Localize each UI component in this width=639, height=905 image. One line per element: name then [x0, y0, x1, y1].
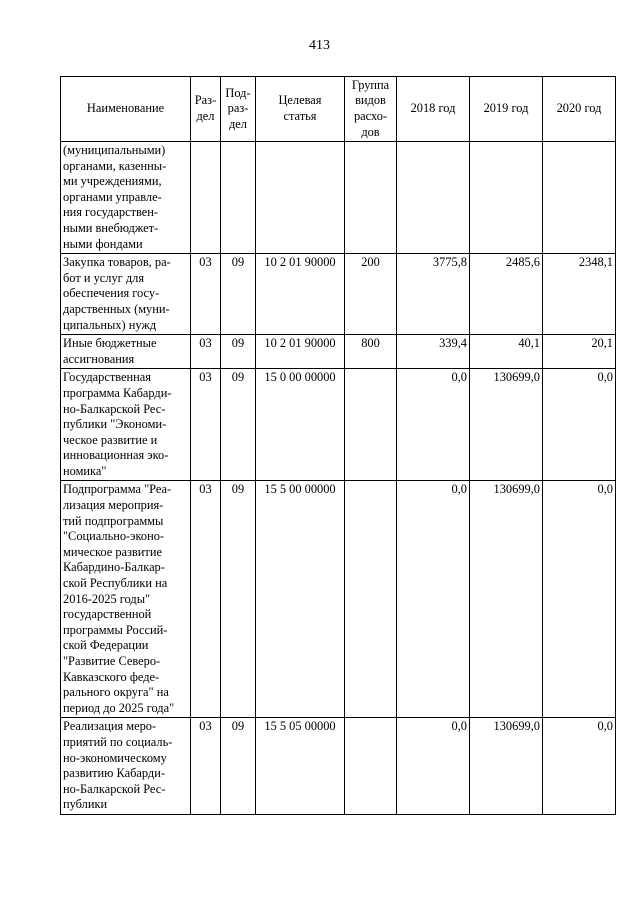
row-name: Подпрограмма "Реа- лизация мероприя- тий подпрограммы "Социально-эконо- мическое развитие Кабардино-Балкар- ской Республики на 2016-2025 годы" государственной программы Россий- ской Федерации "Развитие Северо- Кавказского феде- рального округа" на период до 2025 года" [61, 481, 191, 718]
row-name: Государственная программа Кабарди- но-Балкарской Рес- публики "Экономи- ческое развитие и инновационная эко- номика" [61, 369, 191, 481]
row-2019: 130699,0 [470, 369, 543, 481]
table-row [61, 369, 616, 481]
row-expense-group [345, 369, 397, 481]
header-2018: 2018 год [397, 77, 470, 142]
row-target-article [256, 142, 345, 254]
table-row [61, 718, 616, 815]
row-target-article: 15 5 00 00000 [256, 481, 345, 718]
budget-table [60, 76, 616, 815]
row-2020: 20,1 [543, 335, 616, 369]
row-name: Реализация меро- приятий по социаль- но-экономическому развитию Кабарди- но-Балкарской Рес- публики [61, 718, 191, 815]
row-subsection: 09 [221, 481, 256, 718]
row-name: Закупка товаров, ра- бот и услуг для обеспечения госу- дарственных (муни- ципальных) нужд [61, 254, 191, 335]
row-section: 03 [191, 481, 221, 718]
row-subsection: 09 [221, 254, 256, 335]
row-section [191, 142, 221, 254]
row-2020: 0,0 [543, 481, 616, 718]
row-2018: 0,0 [397, 369, 470, 481]
row-2020: 2348,1 [543, 254, 616, 335]
row-2020: 0,0 [543, 718, 616, 815]
table-row [61, 335, 616, 369]
header-name: Наименование [61, 77, 191, 142]
row-2018: 3775,8 [397, 254, 470, 335]
table-row [61, 481, 616, 718]
header-target-article: Целевая статья [256, 77, 345, 142]
row-2018: 339,4 [397, 335, 470, 369]
row-expense-group: 200 [345, 254, 397, 335]
row-2019 [470, 142, 543, 254]
row-expense-group: 800 [345, 335, 397, 369]
row-2019: 2485,6 [470, 254, 543, 335]
row-2018 [397, 142, 470, 254]
header-expense-group: Группа видов расхо- дов [345, 77, 397, 142]
row-target-article: 10 2 01 90000 [256, 335, 345, 369]
row-subsection: 09 [221, 718, 256, 815]
row-2018: 0,0 [397, 481, 470, 718]
header-2019: 2019 год [470, 77, 543, 142]
row-subsection [221, 142, 256, 254]
row-2020 [543, 142, 616, 254]
row-2020: 0,0 [543, 369, 616, 481]
row-expense-group [345, 481, 397, 718]
header-subsection: Под- раз- дел [221, 77, 256, 142]
row-name: Иные бюджетные ассигнования [61, 335, 191, 369]
row-2018: 0,0 [397, 718, 470, 815]
header-2020: 2020 год [543, 77, 616, 142]
row-section: 03 [191, 369, 221, 481]
row-target-article: 10 2 01 90000 [256, 254, 345, 335]
page-number: 413 [309, 38, 330, 53]
row-section: 03 [191, 254, 221, 335]
row-section: 03 [191, 718, 221, 815]
row-target-article: 15 0 00 00000 [256, 369, 345, 481]
row-subsection: 09 [221, 335, 256, 369]
header-row [61, 77, 616, 142]
table-row [61, 254, 616, 335]
row-2019: 130699,0 [470, 718, 543, 815]
row-name: (муниципальными) органами, казенны- ми учреждениями, органами управле- ния государствен- ными внебюджет- ными фондами [61, 142, 191, 254]
row-section: 03 [191, 335, 221, 369]
row-target-article: 15 5 05 00000 [256, 718, 345, 815]
row-2019: 40,1 [470, 335, 543, 369]
row-2019: 130699,0 [470, 481, 543, 718]
row-expense-group [345, 142, 397, 254]
header-section: Раз- дел [191, 77, 221, 142]
row-expense-group [345, 718, 397, 815]
row-subsection: 09 [221, 369, 256, 481]
table-row [61, 142, 616, 254]
